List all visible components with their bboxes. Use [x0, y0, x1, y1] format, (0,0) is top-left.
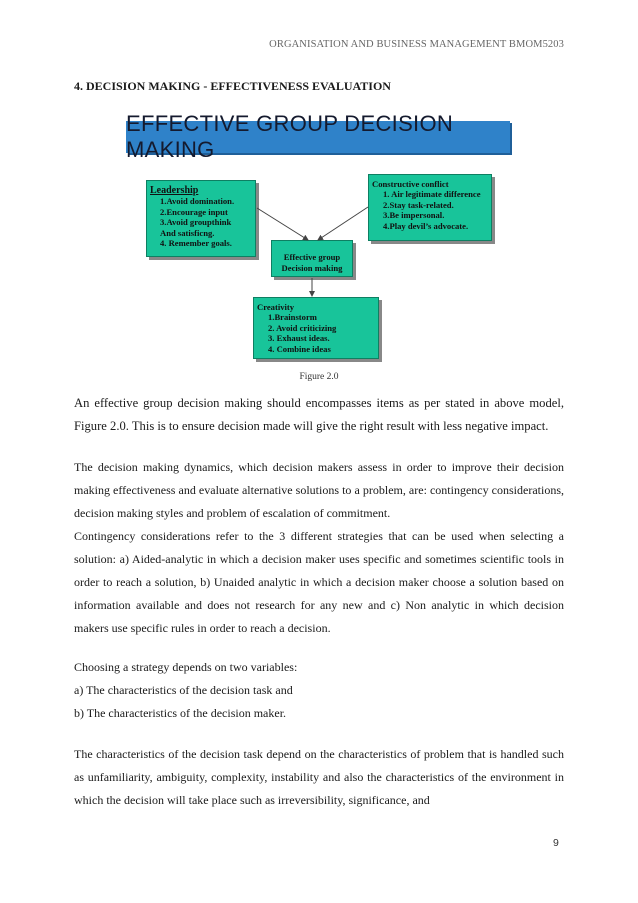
creativity-item: 1.Brainstorm	[268, 312, 317, 322]
leadership-item: And satisficng.	[160, 227, 215, 238]
figure-caption: Figure 2.0	[299, 372, 339, 382]
leadership-item: 3.Avoid groupthink	[160, 217, 232, 227]
paragraph-5: a) The characteristics of the decision task and	[74, 683, 293, 697]
center-line: Decision making	[281, 263, 343, 273]
conflict-item: 2.Stay task-related.	[383, 199, 454, 210]
leadership-item: 2.Encourage input	[160, 206, 228, 217]
paragraph-1: An effective group decision making should encompasses items as per stated in above model, Figure 2.0. This is to ensure decision made will give the right result with less negative impact.	[74, 396, 564, 433]
leadership-item: 4. Remember goals.	[160, 238, 232, 248]
conflict-item: 4.Play devil’s advocate.	[383, 220, 469, 231]
creativity-item: 4. Combine ideas	[268, 343, 331, 354]
figure-title: EFFECTIVE GROUP DECISION MAKING	[126, 121, 510, 153]
leadership-item: 1.Avoid domination.	[160, 196, 235, 206]
paragraph-2: The decision making dynamics, which decision makers assess in order to improve their decision making effectiveness and evaluate alternative solutions to a problem, are: contingency considerations, decision making styles and problem of escalation of commitment.	[74, 460, 564, 520]
creativity-item: 2. Avoid criticizing	[268, 322, 337, 333]
conflict-item: 1. Air legitimate difference	[383, 189, 481, 199]
arrow-conflict-to-center	[318, 207, 368, 240]
paragraph-4: Choosing a strategy depends on two variables:	[74, 660, 298, 674]
conflict-item: 3.Be impersonal.	[383, 210, 445, 220]
leadership-box	[146, 180, 256, 257]
center-line: Effective group	[283, 252, 341, 262]
paragraph-3: Contingency considerations refer to the 3 different strategies that can be used when selecting a solution: a) Aided-analytic in which a decision maker uses specific and sometimes scientific tools in order to reach a solution, b) Unaided analytic in which a decision maker choose a solution based on information available and does not research for any new and c) Non analytic in which decision makers use specific rules in order to reach a decision.	[74, 529, 564, 635]
paragraph-6: b) The characteristics of the decision maker.	[74, 706, 287, 720]
paragraph-7: The characteristics of the decision task depend on the characteristics of problem that is handled such as unfamiliarity, ambiguity, complexity, instability and also the characteristics of the environment in which the decision will take place such as irreversibility, significance, and	[74, 747, 564, 807]
section-heading: 4. DECISION MAKING - EFFECTIVENESS EVALUATION	[74, 79, 391, 93]
creativity-box	[253, 297, 379, 359]
creativity-title: Creativity	[257, 302, 295, 312]
effective-group-box	[271, 240, 353, 277]
leadership-title: Leadership	[150, 185, 199, 196]
page-number: 9	[553, 837, 559, 849]
constructive-conflict-box	[368, 174, 492, 241]
conflict-title: Constructive conflict	[372, 179, 449, 189]
arrow-leadership-to-center	[257, 208, 308, 240]
running-header: ORGANISATION AND BUSINESS MANAGEMENT BMOM5203	[269, 39, 564, 50]
creativity-item: 3. Exhaust ideas.	[268, 333, 330, 343]
